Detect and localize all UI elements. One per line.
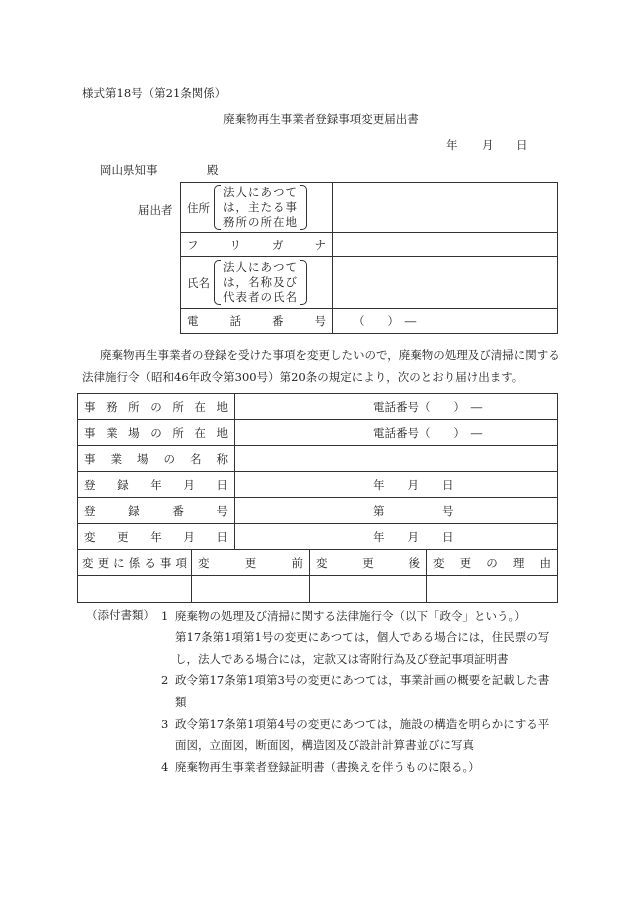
- value-registration-date[interactable]: 年 月 日: [235, 472, 558, 498]
- label-site-name: 事 業 場 の 名 称: [84, 451, 228, 466]
- row-office-location: [78, 394, 558, 420]
- attachment-line: 面図，立面図，断面図，構造図及び設計計算書並びに写真: [175, 738, 474, 752]
- name-value[interactable]: [333, 257, 558, 309]
- row-site-location: [78, 420, 558, 446]
- date-year: 年: [446, 138, 458, 152]
- form-number: 様式第18号（第21条関係）: [82, 86, 227, 100]
- notifier-row-address: [181, 183, 558, 233]
- details-table: [77, 393, 558, 603]
- addressee-name: 岡山県知事: [100, 163, 158, 177]
- notifier-table: [180, 182, 558, 334]
- attachment-num: 1: [161, 609, 169, 623]
- header-reason: 変 更 の 理 由: [433, 555, 551, 570]
- label-registration-number: 登 録 番 号: [84, 503, 228, 518]
- row-registration-date: [78, 472, 558, 498]
- address-value[interactable]: [333, 183, 558, 233]
- label-office-location: 事 務 所 の 所 在 地: [84, 399, 228, 414]
- notifier-row-phone: [181, 309, 558, 334]
- cell-change-item[interactable]: [78, 576, 192, 603]
- furigana-value[interactable]: [333, 233, 558, 257]
- attachment-num: 3: [161, 717, 169, 731]
- header-after: 変 更 後: [316, 555, 420, 570]
- header-change-item: 変 更 に 係 る 事 項: [82, 555, 187, 570]
- bracket-line: 法人にあつて: [223, 260, 298, 274]
- name-label: 氏名: [187, 275, 210, 290]
- date-day: 日: [516, 138, 528, 152]
- address-label: 住所: [187, 200, 210, 215]
- value-site-location[interactable]: 電話番号（ ） ―: [235, 420, 558, 446]
- header-before: 変 更 前: [198, 555, 303, 570]
- notifier-row-furigana: [181, 233, 558, 257]
- document-title: 廃棄物再生事業者登録事項変更届出書: [223, 112, 419, 126]
- furigana-label: フ リ ガ ナ: [187, 237, 326, 252]
- attachment-num: 2: [161, 673, 169, 687]
- notifier-label: 届出者: [138, 203, 173, 217]
- phone-label: 電 話 番 号: [187, 314, 326, 328]
- addressee-honorific: 殿: [207, 163, 219, 177]
- value-change-date[interactable]: 年 月 日: [235, 524, 558, 550]
- row-change-values: [78, 576, 558, 603]
- cell-reason[interactable]: [427, 576, 558, 603]
- attachment-line: 廃棄物再生事業者登録証明書（書換えを伴うものに限る。）: [175, 760, 480, 774]
- name-bracket: [214, 260, 307, 305]
- label-site-location: 事 業 場 の 所 在 地: [84, 425, 228, 440]
- attachment-line: 政令第17条第1項第4号の変更にあつては，施設の構造を明らかにする平: [175, 717, 550, 731]
- value-registration-number[interactable]: 第 号: [235, 498, 558, 524]
- notifier-row-name: [181, 257, 558, 309]
- attachment-line: 政令第17条第1項第3号の変更にあつては，事業計画の概要を記載した書: [175, 673, 550, 687]
- value-office-location[interactable]: 電話番号（ ） ―: [235, 394, 558, 420]
- address-bracket: [214, 185, 307, 230]
- row-site-name: [78, 446, 558, 472]
- attachment-line: 類: [175, 695, 187, 709]
- row-change-date: [78, 524, 558, 550]
- cell-after[interactable]: [310, 576, 427, 603]
- label-change-date: 変 更 年 月 日: [84, 529, 228, 544]
- bracket-line: 務所の所在地: [223, 215, 298, 229]
- row-change-headers: [78, 550, 558, 576]
- phone-value[interactable]: （ ） ―: [333, 309, 558, 334]
- cell-before[interactable]: [192, 576, 310, 603]
- value-site-name[interactable]: [235, 446, 558, 472]
- bracket-line: は，主たる事: [223, 200, 298, 214]
- attachments-label: （添付書類）: [86, 608, 155, 622]
- date-month: 月: [482, 138, 494, 152]
- attachment-line: 廃棄物の処理及び清掃に関する法律施行令（以下「政令」という。）: [175, 609, 526, 623]
- bracket-line: 代表者の氏名: [223, 290, 298, 304]
- row-registration-number: [78, 498, 558, 524]
- label-registration-date: 登 録 年 月 日: [84, 477, 228, 492]
- attachment-num: 4: [161, 760, 169, 774]
- statement-text: 廃棄物再生事業者の登録を受けた事項を変更したいので，廃棄物の処理及び清掃に関する法律施行令（昭和46年政令第300号）第20条の規定により，次のとおり届け出ます。: [82, 348, 560, 384]
- attachment-line: し，法人である場合には，定款又は寄附行為及び登記事項証明書: [175, 652, 509, 666]
- attachment-line: 第17条第1項第1号の変更にあつては，個人である場合には，住民票の写: [175, 630, 550, 644]
- bracket-line: は，名称及び: [223, 275, 298, 289]
- bracket-line: 法人にあつて: [223, 185, 298, 199]
